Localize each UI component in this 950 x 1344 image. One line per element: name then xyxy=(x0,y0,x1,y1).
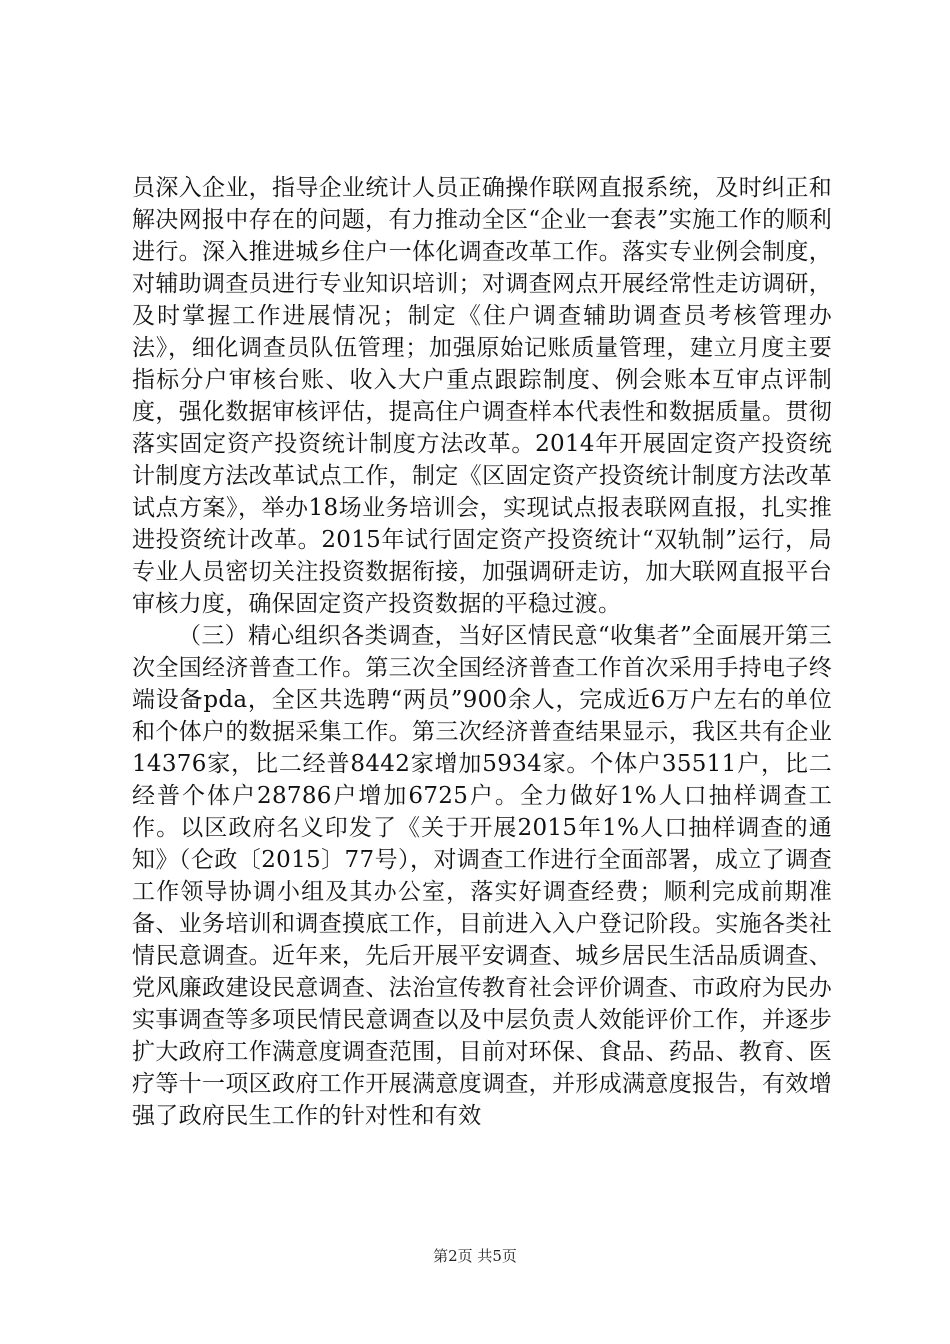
paragraph-2: （三）精心组织各类调查，当好区情民意“收集者”全面展开第三次全国经济普查工作。第三次全国经济普查工作首次采用手持电子终端设备pda，全区共选聘“两员”900余人，完成近6万户左右的单位和个体户的数据采集工作。第三次经济普查结果显示，我区共有企业14376家，比二经普8442家增加5934家。个体户35511户，比二经普个体户28786户增加6725户。全力做好1%人口抽样调查工作。以区政府名义印发了《关于开展2015年1%人口抽样调查的通知》（仑政〔2015〕77号），对调查工作进行全面部署，成立了调查工作领导协调小组及其办公室，落实好调查经费；顺利完成前期准备、业务培训和调查摸底工作，目前进入入户登记阶段。实施各类社情民意调查。近年来，先后开展平安调查、城乡居民生活品质调查、党风廉政建设民意调查、法治宣传教育社会评价调查、市政府为民办实事调查等多项民情民意调查以及中层负责人效能评价工作，并逐步扩大政府工作满意度调查范围，目前对环保、食品、药品、教育、医疗等十一项区政府工作开展满意度调查，并形成满意度报告，有效增强了政府民生工作的针对性和有效 xyxy=(132,623,832,1129)
page-footer: 第2页 共5页 xyxy=(433,1247,517,1265)
document-body xyxy=(132,172,832,1132)
paragraph-1: 员深入企业，指导企业统计人员正确操作联网直报系统，及时纠正和解决网报中存在的问题，有力推动全区“企业一套表”实施工作的顺利进行。深入推进城乡住户一体化调查改革工作。落实专业例会制度，对辅助调查员进行专业知识培训；对调查网点开展经常性走访调研，及时掌握工作进展情况；制定《住户调查辅助调查员考核管理办法》，细化调查员队伍管理；加强原始记账质量管理，建立月度主要指标分户审核台账、收入大户重点跟踪制度、例会账本互审点评制度，强化数据审核评估，提高住户调查样本代表性和数据质量。贯彻落实固定资产投资统计制度方法改革。2014年开展固定资产投资统计制度方法改革试点工作，制定《区固定资产投资统计制度方法改革试点方案》，举办18场业务培训会，实现试点报表联网直报，扎实推进投资统计改革。2015年试行固定资产投资统计“双轨制”运行，局专业人员密切关注投资数据衔接，加强调研走访，加大联网直报平台审核力度，确保固定资产投资数据的平稳过渡。 xyxy=(132,175,832,617)
